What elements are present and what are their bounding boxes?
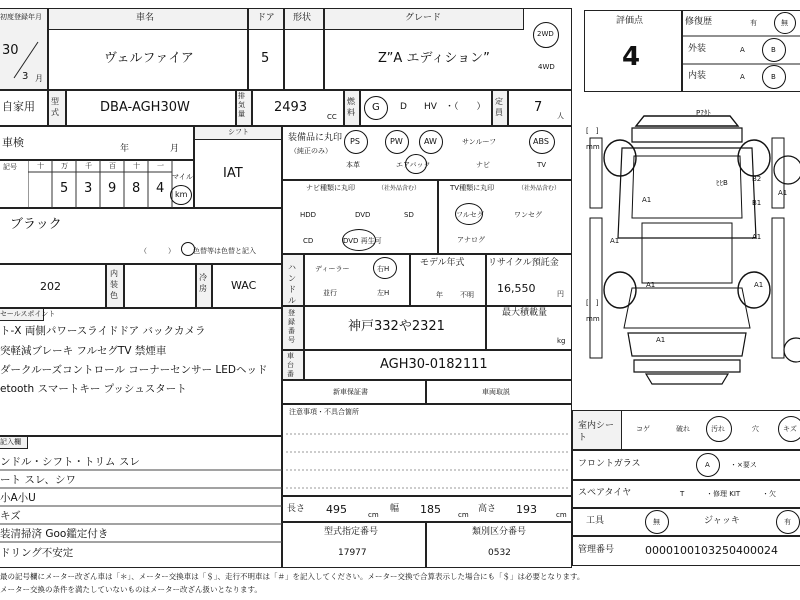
manual: 車両取説 (482, 388, 510, 396)
vehicle-diagram (572, 98, 800, 404)
equip-leather: 本革 (346, 161, 360, 169)
tv-fullseg: フルセグ (456, 211, 484, 219)
inspection-month-unit: 月 (170, 144, 180, 154)
usage-value: 自家用 (2, 100, 35, 113)
designation-value: 17977 (338, 548, 367, 558)
glass-x: ・×要ス (730, 461, 757, 469)
diag-mm-bl: mm (586, 315, 600, 323)
equip-airbag: エアバック (396, 161, 431, 169)
interior-label: 内装 (688, 71, 707, 81)
jack-value: 有 (784, 518, 791, 526)
equip-aw: AW (424, 137, 437, 146)
mgmt-value: 0000100103250400024 (645, 544, 778, 557)
spare-t: T (680, 490, 685, 498)
first-reg-month: 3 (22, 71, 29, 82)
handle-dealer: ディーラー (315, 265, 350, 273)
car-name-label: 車名 (136, 13, 155, 23)
recycle-unit: 円 (557, 290, 564, 298)
chassis-value: AGH30-0182111 (380, 357, 488, 372)
ac-value: WAC (231, 279, 257, 292)
color-note: 色替等は色替と記入 (193, 247, 256, 255)
cc-unit: CC (327, 113, 337, 121)
cabin-label: 室内シート (578, 421, 615, 443)
interior-b: B (771, 73, 776, 81)
cabin-burn: コゲ (636, 425, 650, 433)
shift-label: シフト (228, 128, 249, 136)
diag-mark-7: A1 (646, 281, 656, 289)
capacity-unit: 人 (557, 112, 564, 120)
cabin-tear: 破れ (676, 425, 690, 433)
shift-value: IAT (223, 166, 243, 181)
glass-label: フロントガラス (578, 459, 641, 469)
fuel-g: G (372, 102, 380, 113)
digit-label-3: 百 (109, 162, 116, 170)
diag-mm-tl: mm (586, 143, 600, 151)
drive-4wd: 4WD (538, 63, 555, 71)
notes-line-3: キズ (0, 510, 21, 522)
diag-mark-6: A1 (752, 233, 762, 241)
glass-a: A (705, 461, 710, 469)
sales-line-2: ダークルーズコントロール コーナーセンサー LEDヘッド (0, 364, 268, 376)
diag-mark-2: A1 (610, 237, 620, 245)
max-load-unit: kg (557, 337, 566, 345)
handle-label: ハンドル (288, 263, 296, 305)
unit-mile: マイル (172, 173, 193, 181)
car-name: ヴェルファイア (104, 51, 194, 66)
digit-label-0: 十 (37, 162, 44, 170)
cabin-scratch: キズ (783, 425, 797, 433)
equipment-sub: （純正のみ） (290, 147, 332, 155)
inspection-cell (0, 126, 194, 160)
notes-line-5: ドリング不安定 (0, 547, 74, 559)
cabin-hole: 穴 (752, 425, 759, 433)
equip-pw: PW (390, 137, 403, 146)
diag-mark-8: A1 (754, 281, 764, 289)
diag-mark-3: B2 (752, 175, 762, 183)
footer-line-2: メーター交換の条件を満たしていないものはメーター改ざん扱いとなります。 (0, 585, 262, 594)
notes-line-2: 小A小U (0, 492, 36, 504)
class-value: 0532 (488, 548, 511, 558)
spare-none: ・欠 (762, 490, 776, 498)
interior-color-label: 内装色 (110, 269, 118, 300)
digit-label-2: 千 (85, 162, 92, 170)
digit-label-1: 万 (61, 162, 68, 170)
sales-line-1: 突軽減ブレーキ フルセグTV 禁煙車 (0, 345, 167, 357)
color-paren: （ ） (140, 247, 175, 255)
digit-label-5: 一 (157, 162, 164, 170)
mileage-label: 記号 (3, 163, 17, 171)
dims-width: 185 (420, 503, 441, 516)
model-year-unknown: 不明 (460, 291, 474, 299)
digit-label-4: 十 (133, 162, 140, 170)
recycle-value: 16,550 (497, 282, 536, 295)
sales-point-label: セールスポイント (0, 310, 56, 318)
tv-oneseg: ワンセグ (514, 211, 542, 219)
inspection-label: 車検 (2, 136, 24, 149)
doors-label: ドア (257, 13, 275, 23)
equip-tv: TV (537, 161, 547, 169)
body-type-label: 形状 (293, 13, 312, 23)
navi-sd: SD (404, 211, 414, 219)
interior-color-cell (124, 264, 196, 308)
fuel-d: D (400, 102, 407, 112)
drive-2wd: 2WD (537, 30, 554, 38)
equip-ps: PS (350, 137, 360, 146)
notes-line-0: ンドル・シフト・トリム スレ (0, 456, 140, 468)
grade-label: グレード (405, 13, 442, 23)
digit-3: 9 (108, 181, 117, 196)
handle-right: 右H (377, 265, 390, 273)
mgmt-label: 管理番号 (578, 545, 615, 555)
digit-5: 4 (156, 181, 165, 196)
navi-dvd-play: DVD 再生可 (343, 237, 382, 245)
footer-line-1: 最の記号欄にメーター改ざん車は「＊」、メーター交換車は「＄」、走行不明車は「＃」を記入してください。メーター交換で合算表示した場合にも「＄」は必要となります。 (0, 572, 585, 581)
notes-line-1: ート スレ、シワ (0, 474, 76, 486)
digit-4: 8 (132, 181, 141, 196)
equip-navi: ナビ (476, 161, 490, 169)
dims-length: 495 (326, 503, 347, 516)
dims-height-label: 高さ (478, 504, 497, 514)
diag-bracket-bl: [ ] (586, 299, 599, 307)
max-load-label: 最大積載量 (502, 308, 548, 318)
capacity-value: 7 (534, 100, 543, 115)
digit-1: 5 (60, 181, 69, 196)
plate-value: 神戸332や2321 (348, 319, 445, 334)
dims-length-label: 長さ (287, 504, 306, 514)
navi-cd: CD (303, 237, 314, 245)
digit-2: 3 (84, 181, 93, 196)
spare-label: スペアタイヤ (578, 488, 632, 498)
model-value: DBA-AGH30W (100, 100, 190, 115)
score-value: 4 (622, 42, 641, 72)
diag-mark-9: A1 (656, 336, 666, 344)
displacement-value: 2493 (274, 100, 308, 115)
exterior-b: B (771, 46, 776, 54)
repair-yes: 有 (750, 19, 757, 27)
interior-a: A (740, 73, 745, 81)
doors-value: 5 (261, 51, 270, 66)
dims-height-unit: cm (556, 511, 567, 519)
dims-width-unit: cm (458, 511, 469, 519)
chassis-label: 車台番 (287, 352, 294, 378)
mileage-grid (28, 160, 174, 208)
caution-ruling (286, 420, 568, 494)
tv-label: TV種類に丸印 (450, 184, 495, 192)
navi-label: ナビ種類に丸印 (306, 184, 355, 192)
sales-line-3: etooth スマートキー プッシュスタート (0, 383, 187, 395)
handle-parallel: 並行 (323, 289, 337, 297)
diag-mark-4: A1 (778, 189, 788, 197)
tools-label: 工具 (586, 516, 605, 526)
notes-line-4: 装清掃済 Goo鑑定付き (0, 528, 109, 540)
model-label: 型式 (51, 97, 59, 117)
diag-mark-10: ﾋﾋB (716, 179, 728, 187)
equip-abs: ABS (533, 137, 549, 146)
inspection-year-unit: 年 (120, 144, 130, 154)
color-value: ブラック (10, 217, 62, 232)
fuel-hv: HV (424, 102, 437, 112)
score-label: 評価点 (616, 16, 644, 26)
exterior-label: 外装 (688, 44, 707, 54)
handle-left: 左H (377, 289, 390, 297)
dims-length-unit: cm (368, 511, 379, 519)
unit-km: km (175, 190, 188, 199)
plate-label: 登録番号 (288, 309, 295, 344)
cabin-dirt: 汚れ (711, 425, 725, 433)
navi-dvd: DVD (355, 211, 371, 219)
jack-label: ジャッキ (704, 516, 740, 526)
class-label: 類別区分番号 (472, 527, 527, 537)
equipment-label: 装備品に丸印 (288, 133, 343, 143)
diag-mark-1: A1 (642, 196, 652, 204)
exterior-a: A (740, 46, 745, 54)
first-reg-month-unit: 月 (35, 74, 43, 83)
first-reg-year: 30 (2, 43, 19, 58)
tools-value: 無 (653, 518, 660, 526)
repair-label: 修復歴 (685, 17, 713, 27)
equip-sunroof: サンルーフ (462, 138, 497, 146)
model-year-year: 年 (436, 291, 443, 299)
diag-bracket-tl: [ ] (586, 127, 599, 135)
diag-mark-5: B1 (752, 199, 762, 207)
notes-label: 記入欄 (0, 438, 21, 446)
caution-label: 注意事項・不具合箇所 (289, 408, 359, 416)
designation-label: 型式指定番号 (324, 527, 379, 537)
capacity-label: 定員 (495, 97, 503, 117)
recycle-label: リサイクル預託金 (488, 258, 559, 268)
ac-label: 冷房 (199, 273, 207, 293)
grade-value: Z”A エディション” (378, 51, 490, 66)
spare-kit: ・修理 KIT (706, 490, 741, 498)
sales-line-0: ト-X 両側パワースライドドア バックカメラ (0, 325, 206, 337)
model-year-label: モデル年式 (420, 258, 465, 268)
tv-analog: アナログ (457, 236, 485, 244)
tools-cell (572, 508, 800, 536)
dims-height: 193 (516, 503, 537, 516)
code-value: 202 (40, 280, 61, 293)
navi-hdd: HDD (300, 211, 317, 219)
first-reg-label: 初度登録年月 (0, 13, 42, 21)
dims-width-label: 幅 (390, 504, 400, 514)
tv-sub: （社外品含む） (518, 185, 561, 192)
fuel-label: 燃料 (347, 97, 355, 117)
repair-no: 無 (781, 19, 788, 27)
new-cert: 新車保証書 (333, 388, 368, 396)
displacement-label: 排気量 (238, 92, 245, 118)
navi-sub: （社外品含む） (378, 185, 421, 192)
fuel-other: ・（ ） (445, 102, 486, 112)
diag-mark-0: P?ﾀﾄ (696, 109, 711, 117)
